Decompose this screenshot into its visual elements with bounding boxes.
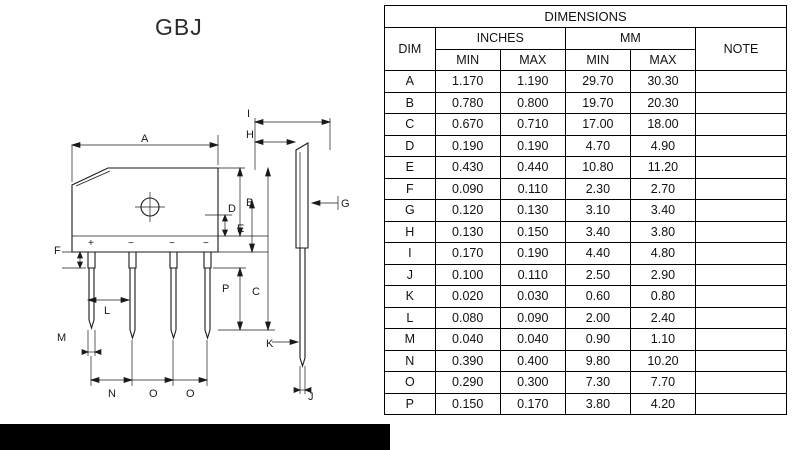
dim-cell-note (696, 329, 787, 351)
dim-cell-inches-max: 0.110 (500, 264, 565, 286)
dim-cell-note (696, 221, 787, 243)
table-row (385, 200, 787, 222)
table-row (385, 329, 787, 351)
dim-label-O1: O (149, 388, 158, 400)
table-row (385, 350, 787, 372)
header-mm-min: MIN (565, 49, 630, 71)
dim-cell-inches-max: 0.800 (500, 92, 565, 114)
dim-cell-inches-min: 0.020 (435, 286, 500, 308)
table-row (385, 92, 787, 114)
dim-cell-inches-max: 0.710 (500, 114, 565, 136)
terminal-ac1-label: ~ (128, 238, 134, 249)
dim-cell-inches-min: 0.170 (435, 243, 500, 265)
dim-cell-inches-max: 0.110 (500, 178, 565, 200)
dim-cell-mm-max: 20.30 (630, 92, 695, 114)
dim-label-C: C (252, 286, 260, 298)
table-row (385, 221, 787, 243)
dim-cell-inches-max: 0.030 (500, 286, 565, 308)
dim-cell-note (696, 71, 787, 93)
dim-cell-letter: B (385, 92, 436, 114)
dim-cell-mm-max: 30.30 (630, 71, 695, 93)
table-row (385, 135, 787, 157)
dim-cell-note (696, 350, 787, 372)
body-front-outline (72, 168, 218, 252)
dim-cell-mm-max: 10.20 (630, 350, 695, 372)
outline-svg (0, 0, 380, 420)
package-title: GBJ (155, 14, 203, 40)
dim-label-M: M (57, 332, 67, 344)
dim-cell-mm-max: 1.10 (630, 329, 695, 351)
dim-cell-mm-min: 7.30 (565, 372, 630, 394)
dim-cell-note (696, 264, 787, 286)
dim-cell-inches-max: 1.190 (500, 71, 565, 93)
header-mm: MM (565, 28, 695, 50)
dim-cell-inches-max: 0.130 (500, 200, 565, 222)
dim-cell-letter: H (385, 221, 436, 243)
dim-cell-mm-max: 3.80 (630, 221, 695, 243)
dim-cell-mm-max: 11.20 (630, 157, 695, 179)
header-inches-min: MIN (435, 49, 500, 71)
dim-cell-inches-min: 0.100 (435, 264, 500, 286)
dim-cell-note (696, 307, 787, 329)
dim-cell-inches-max: 0.170 (500, 393, 565, 415)
dim-cell-inches-max: 0.040 (500, 329, 565, 351)
header-mm-max: MAX (630, 49, 695, 71)
dim-cell-mm-min: 9.80 (565, 350, 630, 372)
dim-cell-inches-min: 0.150 (435, 393, 500, 415)
dim-cell-mm-max: 18.00 (630, 114, 695, 136)
dim-cell-note (696, 393, 787, 415)
table-row (385, 71, 787, 93)
dim-cell-letter: D (385, 135, 436, 157)
dim-cell-mm-max: 2.40 (630, 307, 695, 329)
dim-cell-note (696, 92, 787, 114)
dim-cell-inches-max: 0.150 (500, 221, 565, 243)
dim-cell-mm-min: 4.40 (565, 243, 630, 265)
dim-label-L: L (104, 305, 111, 317)
dim-cell-inches-max: 0.190 (500, 243, 565, 265)
dim-label-A: A (141, 133, 149, 145)
dim-label-I: I (247, 108, 251, 120)
dim-cell-mm-min: 0.60 (565, 286, 630, 308)
dim-cell-inches-min: 0.080 (435, 307, 500, 329)
dim-cell-inches-min: 0.290 (435, 372, 500, 394)
table-title: DIMENSIONS (385, 6, 787, 28)
terminal-plus-label: + (88, 238, 94, 249)
table-row (385, 157, 787, 179)
dim-cell-mm-max: 0.80 (630, 286, 695, 308)
header-inches-max: MAX (500, 49, 565, 71)
bottom-black-bar (0, 424, 390, 450)
dimensions-table-container (384, 5, 787, 415)
dim-label-F: F (54, 245, 61, 257)
dim-cell-mm-max: 3.40 (630, 200, 695, 222)
dim-cell-letter: M (385, 329, 436, 351)
table-row (385, 114, 787, 136)
dim-cell-mm-max: 4.20 (630, 393, 695, 415)
table-title-row (385, 6, 787, 28)
table-row (385, 393, 787, 415)
table-row (385, 307, 787, 329)
terminal-minus-label: − (203, 238, 209, 249)
dim-cell-mm-min: 3.80 (565, 393, 630, 415)
dim-cell-note (696, 135, 787, 157)
dim-cell-mm-min: 2.50 (565, 264, 630, 286)
dim-cell-note (696, 157, 787, 179)
dim-cell-inches-min: 0.390 (435, 350, 500, 372)
dim-cell-mm-max: 2.70 (630, 178, 695, 200)
dim-cell-inches-min: 1.170 (435, 71, 500, 93)
dim-cell-mm-min: 10.80 (565, 157, 630, 179)
dim-cell-inches-min: 0.090 (435, 178, 500, 200)
dim-label-H: H (246, 129, 254, 141)
dim-label-G: G (341, 198, 350, 210)
dim-cell-inches-min: 0.430 (435, 157, 500, 179)
header-inches: INCHES (435, 28, 565, 50)
table-row (385, 178, 787, 200)
dim-cell-note (696, 372, 787, 394)
dim-cell-inches-max: 0.400 (500, 350, 565, 372)
dim-cell-letter: I (385, 243, 436, 265)
table-row (385, 372, 787, 394)
dim-cell-mm-max: 4.90 (630, 135, 695, 157)
dim-cell-letter: G (385, 200, 436, 222)
dim-cell-letter: N (385, 350, 436, 372)
dim-cell-mm-max: 7.70 (630, 372, 695, 394)
dim-cell-mm-max: 2.90 (630, 264, 695, 286)
body-side-outline (296, 143, 308, 248)
dim-cell-mm-min: 3.40 (565, 221, 630, 243)
dim-label-P: P (222, 283, 230, 295)
dim-cell-mm-min: 4.70 (565, 135, 630, 157)
dim-cell-note (696, 178, 787, 200)
dim-label-N: N (108, 388, 116, 400)
dim-cell-inches-max: 0.090 (500, 307, 565, 329)
dimensions-table-body (385, 71, 787, 415)
dim-cell-inches-max: 0.300 (500, 372, 565, 394)
dim-cell-inches-min: 0.130 (435, 221, 500, 243)
table-row (385, 286, 787, 308)
dim-cell-inches-min: 0.670 (435, 114, 500, 136)
dim-cell-mm-min: 3.10 (565, 200, 630, 222)
dim-cell-inches-max: 0.190 (500, 135, 565, 157)
dim-label-B: B (246, 197, 254, 209)
dim-cell-letter: C (385, 114, 436, 136)
dim-cell-mm-min: 2.30 (565, 178, 630, 200)
package-outline-drawing (0, 0, 380, 420)
dim-label-E: E (237, 223, 245, 235)
dim-cell-letter: J (385, 264, 436, 286)
dim-cell-note (696, 114, 787, 136)
dim-cell-note (696, 243, 787, 265)
dim-cell-inches-min: 0.780 (435, 92, 500, 114)
table-group-header-row (385, 28, 787, 50)
table-row (385, 243, 787, 265)
dim-label-K: K (266, 338, 274, 350)
dim-cell-inches-min: 0.040 (435, 329, 500, 351)
dim-cell-mm-max: 4.80 (630, 243, 695, 265)
dim-cell-note (696, 286, 787, 308)
dim-cell-letter: O (385, 372, 436, 394)
dim-label-D: D (228, 203, 236, 215)
dim-cell-mm-min: 0.90 (565, 329, 630, 351)
header-dim: DIM (385, 28, 436, 71)
dim-cell-mm-min: 2.00 (565, 307, 630, 329)
dim-cell-inches-min: 0.120 (435, 200, 500, 222)
dim-cell-letter: F (385, 178, 436, 200)
table-row (385, 264, 787, 286)
dim-label-O2: O (186, 388, 195, 400)
dim-cell-letter: L (385, 307, 436, 329)
header-note: NOTE (696, 28, 787, 71)
dim-cell-mm-min: 29.70 (565, 71, 630, 93)
terminal-ac2-label: ~ (169, 238, 175, 249)
dim-cell-letter: P (385, 393, 436, 415)
dim-cell-mm-min: 19.70 (565, 92, 630, 114)
dim-cell-letter: K (385, 286, 436, 308)
dim-cell-letter: E (385, 157, 436, 179)
dim-cell-mm-min: 17.00 (565, 114, 630, 136)
dim-cell-note (696, 200, 787, 222)
dim-cell-inches-min: 0.190 (435, 135, 500, 157)
dim-label-J: J (308, 391, 314, 403)
dim-cell-letter: A (385, 71, 436, 93)
dimensions-table (384, 5, 787, 415)
dim-cell-inches-max: 0.440 (500, 157, 565, 179)
